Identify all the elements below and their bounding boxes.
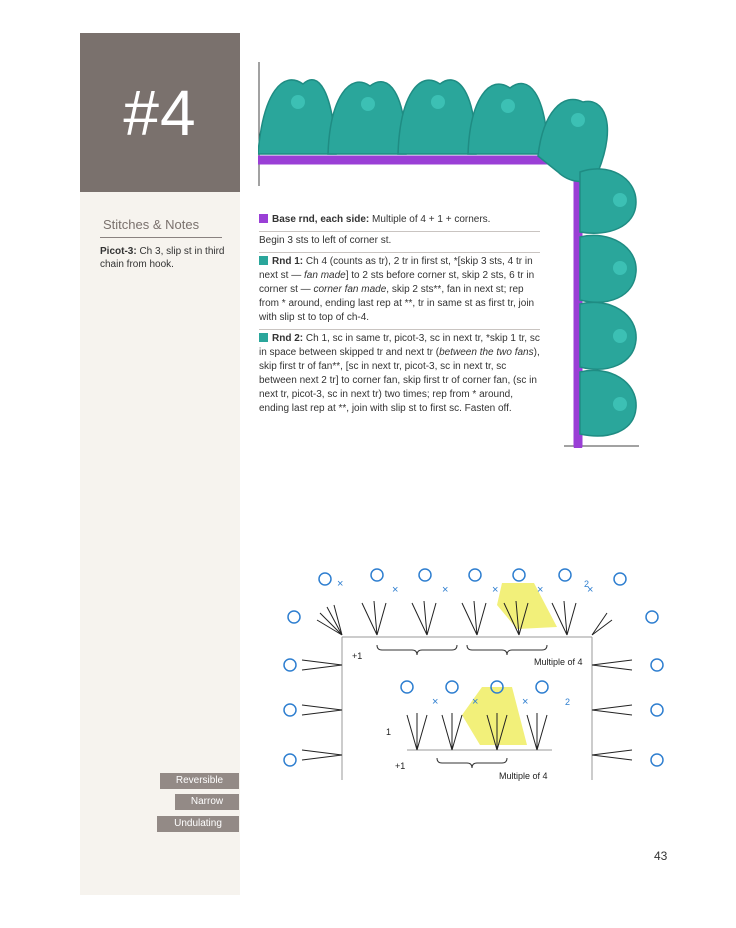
notes-title: Stitches & Notes <box>103 217 200 232</box>
label-row2-bottom: 2 <box>565 697 571 707</box>
round1-paragraph <box>259 253 540 330</box>
rnd2-label: Rnd 2: <box>272 333 304 344</box>
tag-reversible: Reversible <box>160 773 239 789</box>
svg-text:×: × <box>492 584 499 596</box>
teal-square-icon <box>259 256 268 265</box>
sc-stitches <box>337 578 593 708</box>
pattern-number: #4 <box>123 76 197 149</box>
svg-text:×: × <box>472 696 479 708</box>
note-term: Picot-3: <box>100 246 137 257</box>
rnd2-em: between the two fans <box>439 347 534 358</box>
stitch-note <box>100 245 225 271</box>
pattern-number-box <box>80 33 240 192</box>
label-multiple-top: Multiple of 4 <box>534 657 583 667</box>
base-round-paragraph <box>259 211 540 232</box>
rnd2-text-b: ), skip first tr of fan**, [sc in next tr, picot-3, sc in next tr, sc between next 2 tr] to corner fan, skip first tr of corner fan, (sc in next tr, picot-3, sc in next tr) two times; rep from * around, ending last rep at **, join with slip st to first sc. Fasten off. <box>259 347 540 414</box>
round2-paragraph <box>259 330 540 420</box>
rnd1-em2: corner fan made <box>313 284 387 295</box>
note-text: Ch 3, slip st in third chain from hook. <box>100 246 225 270</box>
label-multiple-bottom: Multiple of 4 <box>499 771 548 781</box>
rnd1-em1: fan made <box>304 270 346 281</box>
rnd1-label: Rnd 1: <box>272 256 304 267</box>
picot-stitches <box>284 569 663 766</box>
begin-paragraph <box>259 232 540 253</box>
tag-undulating: Undulating <box>157 816 239 832</box>
rnd2-text-a: Ch 1, sc in same tr, picot-3, sc in next tr, *skip 1 tr, sc in space between skipped tr and next tr ( <box>259 333 540 358</box>
label-plus1-top: +1 <box>352 651 363 661</box>
purple-square-icon <box>259 214 268 223</box>
tag-narrow: Narrow <box>175 794 239 810</box>
stitch-diagram <box>282 565 672 793</box>
notes-divider <box>100 237 222 238</box>
rnd1-text-b: ] to 2 sts before corner st, skip 2 sts, 6 tr in corner st — <box>259 270 535 295</box>
base-label: Base rnd, each side: <box>272 214 370 225</box>
svg-text:×: × <box>392 584 399 596</box>
base-text: Multiple of 4 + 1 + corners. <box>372 214 491 225</box>
label-row1: 1 <box>386 727 392 737</box>
rnd1-text-a: Ch 4 (counts as tr), 2 tr in first st, *[skip 3 sts, 4 tr in next st — <box>259 256 533 281</box>
sidebar <box>80 33 240 895</box>
instructions <box>259 211 540 420</box>
svg-text:×: × <box>587 584 594 596</box>
svg-text:×: × <box>432 696 439 708</box>
svg-text:×: × <box>337 578 344 590</box>
svg-text:×: × <box>442 584 449 596</box>
teal-square-icon <box>259 333 268 342</box>
begin-text: Begin 3 sts to left of corner st. <box>259 235 392 246</box>
svg-text:×: × <box>537 584 544 596</box>
label-row2-top: 2 <box>584 579 590 589</box>
fan-stitches <box>302 601 632 760</box>
page-number: 43 <box>654 849 668 863</box>
label-plus1-bottom: +1 <box>395 761 406 771</box>
rnd1-text-c: , skip 2 sts**, fan in next st; rep from * around, ending last rep at **, tr in same st as first tr, join with slip st to top of ch-4. <box>259 284 535 323</box>
svg-text:×: × <box>522 696 529 708</box>
